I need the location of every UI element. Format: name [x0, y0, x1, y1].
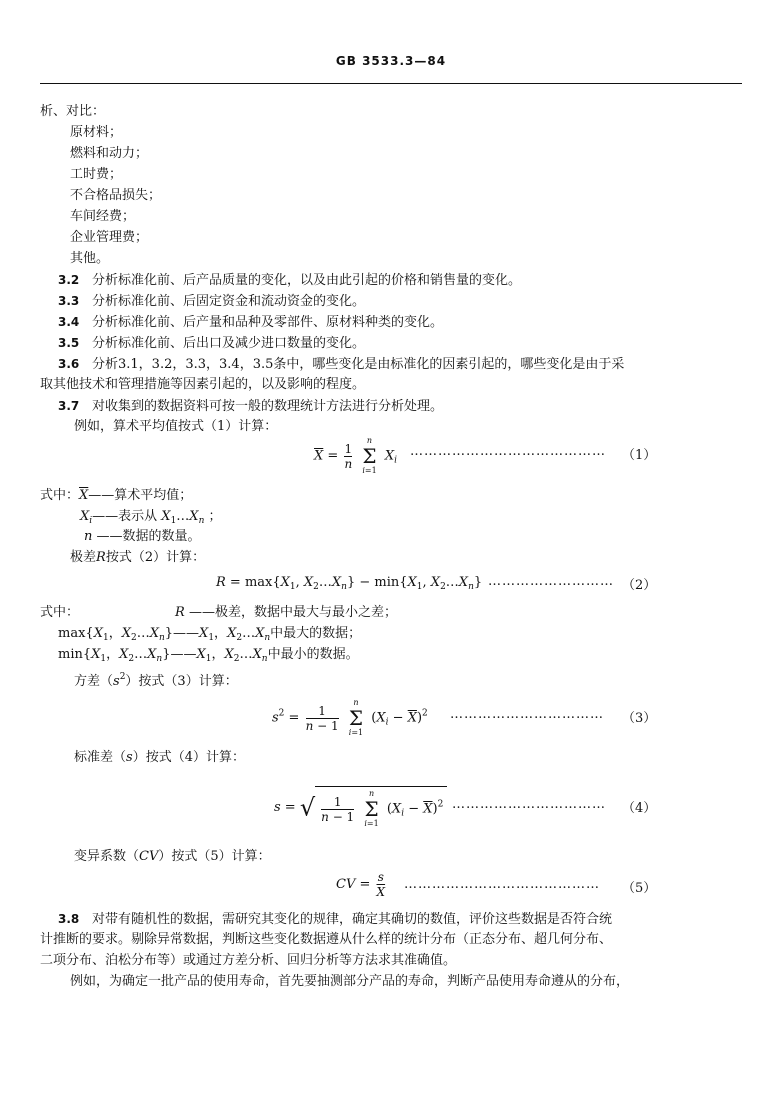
equation-1: $\overline{X}$ = $\frac{1}{n}$ n Σ i=1 $X_i$: [314, 436, 397, 475]
def-xbar: 式中：$\overline{X}——$算术平均值；: [40, 488, 193, 503]
clause-number: 3.2: [58, 273, 80, 287]
leader-dots: ………………………: [488, 574, 614, 589]
equation-2: $R = \max\{X_1$, $X_2\dots X_n\} - \min\{X_1$, $X_2\dots X_n$}: [216, 575, 483, 592]
equation-number: （4）: [622, 801, 657, 816]
clause-number: 3.8: [58, 912, 80, 926]
cost-item: 燃料和动力；: [70, 146, 149, 161]
def-xi: $X_i——$表示从 $X_1\dots X_n$ ；: [80, 509, 222, 526]
clause-3-2: [58, 271, 521, 290]
equation-number: （5）: [622, 881, 657, 896]
clause-text: 分析标准化前、后产品质量的变化，以及由此引起的价格和销售量的变化。: [92, 273, 522, 288]
clause-3-6: [58, 355, 624, 374]
clause-text: 分析标准化前、后产量和品种及零部件、原材料种类的变化。: [92, 315, 444, 330]
clause-number: 3.7: [58, 399, 80, 413]
leader-dots: ……………………………: [450, 707, 604, 722]
clause-number: 3.6: [58, 357, 80, 371]
cost-item: 其他。: [70, 251, 110, 266]
equation-4: s = √ $\frac{1}{n - 1}$ n Σ i=1 $(X_i - \overline{X})^2$: [274, 786, 447, 829]
leader-dots: ……………………………………: [404, 877, 600, 892]
clause-number: 3.4: [58, 315, 80, 329]
clause-3-3: [58, 292, 365, 311]
clause-3-8-line: 例如，为确定一批产品的使用寿命，首先要抽测部分产品的寿命，判断产品使用寿命遵从的分布，: [70, 974, 630, 989]
equation-number: （2）: [622, 578, 657, 593]
clause-3-6-continuation: 取其他技术和管理措施等因素引起的，以及影响的程度。: [40, 377, 366, 392]
clause-text: 分析标准化前、后固定资金和流动资金的变化。: [92, 294, 366, 309]
clause-3-4: [58, 313, 443, 332]
header-rule: [40, 83, 742, 84]
cost-item: 车间经费；: [70, 209, 136, 224]
clause-3-8: 3.8 对带有随机性的数据，需研究其变化的规律，确定其确切的数值，评价这些数据是否符合统: [58, 912, 613, 927]
equation-number: （1）: [622, 448, 657, 463]
clause-3-5: [58, 334, 365, 353]
clause-3-7: [58, 397, 443, 416]
cost-item: 工时费；: [70, 167, 123, 182]
clause-text: 分析3.1，3.2，3.3，3.4，3.5条中，哪些变化是由标准化的因素引起的，哪些变化是由于采: [92, 357, 625, 372]
clause-3-8-line: 二项分布、泊松分布等）或通过方差分析、回归分析等方法求其准确值。: [40, 953, 457, 968]
def-min: $\min\{X_1$，$X_2\dots X_n\}——X_1$，$X_2\dots X_n$中最小的数据。: [58, 647, 359, 664]
clause-number: 3.5: [58, 336, 80, 350]
clause-3-8-line: 计推断的要求。剔除异常数据，判断这些变化数据遵从什么样的统计分布（正态分布、超几何分布、: [40, 932, 613, 947]
clause-text: 分析标准化前、后出口及减少进口数量的变化。: [92, 336, 366, 351]
def-n: n ——数据的数量。: [84, 529, 201, 544]
def-R: 式中： R ——极差，数据中最大与最小之差；: [40, 605, 397, 620]
leader-dots: ……………………………: [452, 797, 606, 812]
def-max: $\max\{X_1$，$X_2\dots X_n\}——X_1$，$X_2\dots X_n$中最大的数据；: [58, 626, 362, 643]
equation-number: （3）: [622, 711, 657, 726]
intro-line: 析、对比：: [40, 104, 106, 119]
cost-item: 企业管理费；: [70, 230, 149, 245]
standard-code-header: GB 3533.3—84: [335, 54, 447, 68]
variance-intro: 方差$(s^2)$按式（3）计算：: [74, 672, 238, 689]
cv-intro: 变异系数（CV）按式（5）计算：: [74, 849, 271, 864]
leader-dots: ……………………………………: [410, 444, 606, 459]
range-intro: 极差R按式（2）计算：: [70, 550, 206, 565]
cost-item: 不合格品损失；: [70, 188, 162, 203]
mean-intro: 例如，算术平均值按式（1）计算：: [74, 419, 278, 434]
std-intro: 标准差（s）按式（4）计算：: [74, 750, 245, 765]
cost-item: 原材料；: [70, 125, 123, 140]
equation-3: $s^2$ = $\frac{1}{n - 1}$ n Σ i=1 $(X_i - \overline{X})^2$: [272, 698, 428, 737]
clause-number: 3.3: [58, 294, 80, 308]
clause-text: 对收集到的数据资料可按一般的数理统计方法进行分析处理。: [92, 399, 444, 414]
equation-5: CV = $\frac{s}{X}$: [336, 870, 386, 899]
